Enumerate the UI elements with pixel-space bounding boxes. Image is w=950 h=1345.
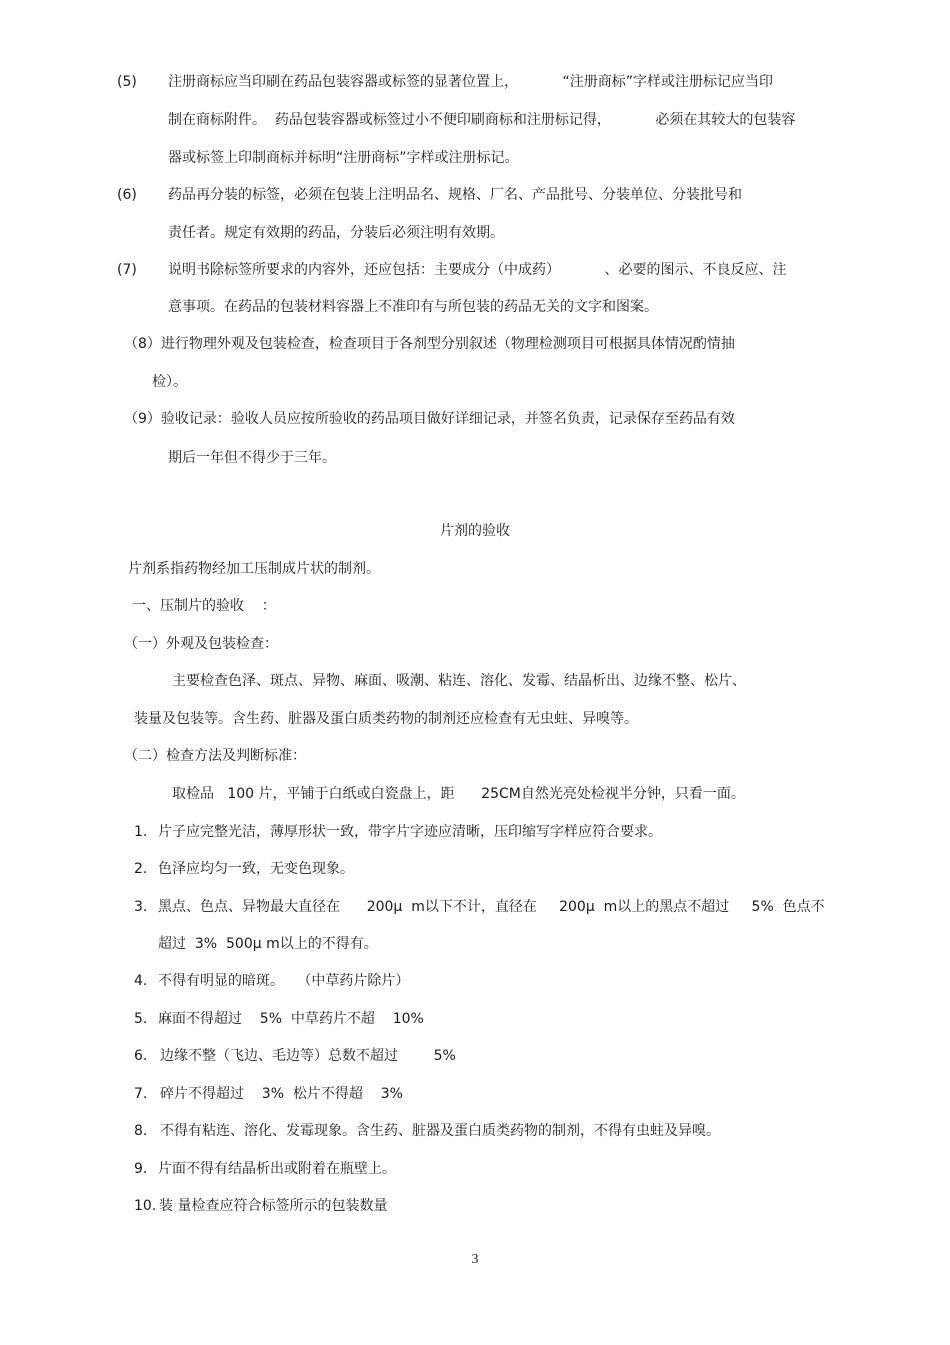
item-line: 责任者。规定有效期的药品，分装后必须注明有效期。: [168, 225, 504, 241]
item-line: 检）。: [152, 374, 187, 390]
list-number: 8.: [134, 1123, 148, 1139]
list-number: 2.: [134, 861, 148, 877]
list-item: 碎片不得超过 3% 松片不得超 3%: [160, 1086, 403, 1102]
item-line: 说明书除标签所要求的内容外，还应包括：主要成分（中成药） 、必要的图示、不良反应、注: [168, 262, 787, 278]
list-item: 片面不得有结晶析出或附着在瓶壁上。: [158, 1161, 396, 1177]
list-item: 装 量检查应符合标签所示的包装数量: [159, 1198, 388, 1214]
subsection-heading: 一、压制片的验收 ：: [132, 598, 276, 614]
item-number: (5): [117, 74, 137, 90]
subsection-heading: （二）检查方法及判断标准：: [124, 748, 306, 764]
item-line: （8）进行物理外观及包装检查，检查项目于各剂型分别叙述（物理检测项目可根据具体情况酌情抽: [124, 336, 735, 352]
section-intro: 片剂系指药物经加工压制成片状的制剂。: [128, 561, 380, 577]
list-number: 10.: [134, 1198, 157, 1214]
page-number: 3: [471, 1252, 479, 1267]
list-item: 片子应完整光洁，薄厚形状一致，带字片字迹应清晰，压印缩写字样应符合要求。: [158, 824, 662, 840]
list-item: 不得有明显的暗斑。 （中草药片除片）: [158, 973, 410, 989]
list-number: 1.: [134, 824, 148, 840]
paragraph-line: 取检品 100 片，平铺于白纸或白瓷盘上，距 25CM自然光亮处检视半分钟，只看一面。: [172, 786, 745, 802]
item-number: (6): [117, 187, 137, 203]
item-line: 器或标签上印制商标并标明“注册商标”字样或注册标记。: [168, 150, 519, 166]
list-number: 3.: [134, 899, 148, 915]
paragraph-line: 装量及包装等。含生药、脏器及蛋白质类药物的制剂还应检查有无虫蛀、异嗅等。: [134, 711, 638, 727]
paragraph-line: 主要检查色泽、斑点、异物、麻面、吸潮、粘连、溶化、发霉、结晶析出、边缘不整、松片、: [172, 673, 746, 689]
item-line: 期后一年但不得少于三年。: [168, 450, 336, 466]
section-title: 片剂的验收: [440, 523, 510, 539]
item-line: 药品再分装的标签，必须在包装上注明品名、规格、厂名、产品批号、分装单位、分装批号和: [168, 187, 742, 203]
list-item: 黑点、色点、异物最大直径在 200μ m以下不计，直径在 200μ m以上的黑点不超过 5% 色点不: [158, 899, 825, 915]
item-number: (7): [117, 262, 137, 278]
list-item: 超过 3% 500μ m以上的不得有。: [158, 936, 378, 952]
list-number: 4.: [134, 973, 148, 989]
list-number: 6.: [134, 1048, 148, 1064]
list-item: 麻面不得超过 5% 中草药片不超 10%: [158, 1011, 424, 1027]
list-item: 色泽应均匀一致，无变色现象。: [158, 861, 354, 877]
list-number: 9.: [134, 1161, 148, 1177]
list-number: 5.: [134, 1011, 148, 1027]
list-number: 7.: [134, 1086, 148, 1102]
list-item: 不得有粘连、溶化、发霉现象。含生药、脏器及蛋白质类药物的制剂，不得有虫蛀及异嗅。: [160, 1123, 720, 1139]
item-line: （9）验收记录：验收人员应按所验收的药品项目做好详细记录，并签名负责，记录保存至药品有效: [124, 411, 735, 427]
item-line: 意事项。在药品的包装材料容器上不准印有与所包装的药品无关的文字和图案。: [168, 299, 658, 315]
item-line: 制在商标附件。 药品包装容器或标签过小不便印刷商标和注册标记得， 必须在其较大的包装容: [168, 112, 796, 128]
subsection-heading: （一）外观及包装检查：: [124, 636, 278, 652]
list-item: 边缘不整（飞边、毛边等）总数不超过 5%: [160, 1048, 456, 1064]
item-line: 注册商标应当印刷在药品包装容器或标签的显著位置上， “注册商标”字样或注册标记应当印: [168, 74, 774, 90]
